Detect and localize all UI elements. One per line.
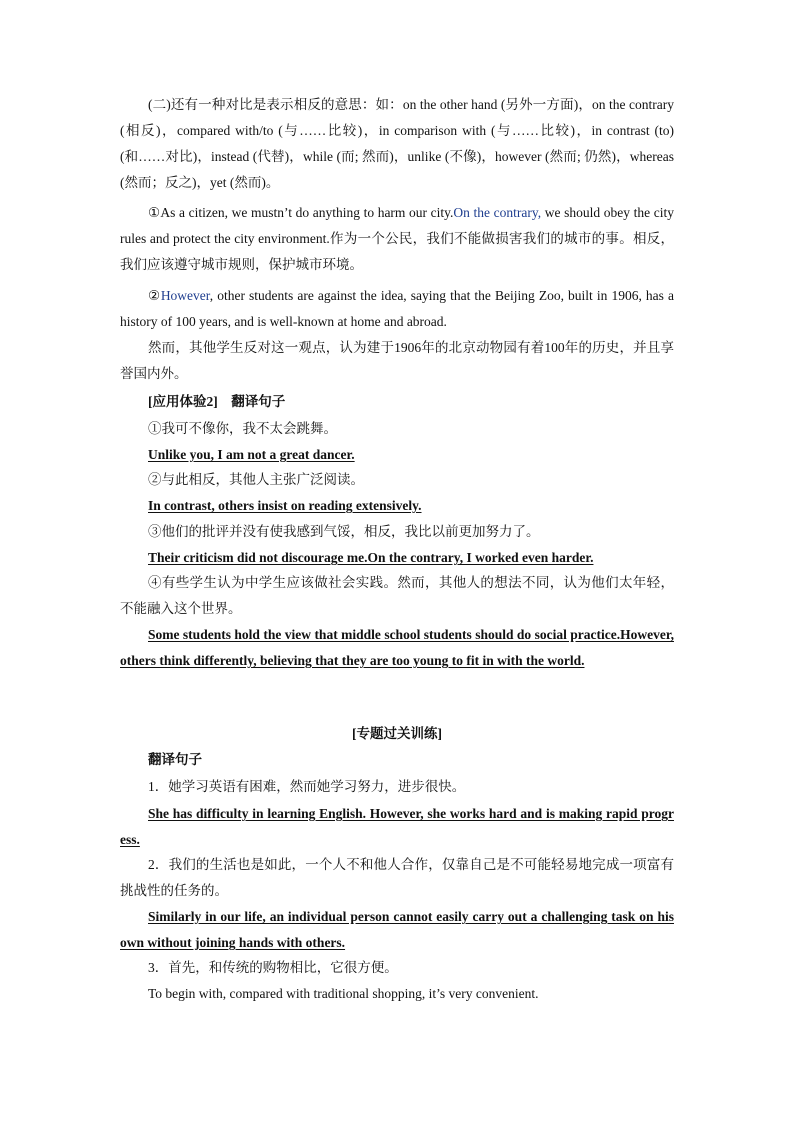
drill-question-2: 2．我们的生活也是如此，一个人不和他人合作，仅靠自己是不可能轻易地完成一项富有挑战性的任务的。 xyxy=(120,857,674,898)
practice-question-3: ③他们的批评并没有使我感到气馁，相反，我比以前更加努力了。 xyxy=(148,524,540,539)
practice-question-2: ②与此相反，其他人主张广泛阅读。 xyxy=(148,472,364,487)
practice-question-4: ④有些学生认为中学生应该做社会实践。然而，其他人的想法不同，认为他们太年轻，不能融入这个世界。 xyxy=(120,575,674,616)
highlight-however: However xyxy=(160,288,210,303)
drill-question-3: 3．首先，和传统的购物相比，它很方便。 xyxy=(148,960,398,975)
example-sentence-1: ①As a citizen, we mustn’t do anything to harm our city.On the contrary, we should obey the city rules and protect the city environment.作为一个公民，我们不能做损害我们的城市的事。相反，我们应该遵守城市规则，保护城市环境。 xyxy=(120,205,674,272)
practice-answer-3: Their criticism did not discourage me.On the contrary, I worked even harder. xyxy=(148,550,594,565)
practice-answer-2: In contrast, others insist on reading extensively. xyxy=(148,498,422,513)
contrast-intro-paragraph: (二)还有一种对比是表示相反的意思：如：on the other hand (另外一方面)，on the contrary (相反)，compared with/to (与……比较)，in comparison with (与……比较)，in contrast (to)(和……对比)，instead (代替)，while (而; 然而)，unlike (不像)，however (然而; 仍然)，whereas (然而；反之)，yet (然而)。 xyxy=(120,97,674,190)
drill-answer-2: Similarly in our life, an individual person cannot easily carry out a challenging task on his own without joining hands with others. xyxy=(120,909,674,950)
practice-answer-4: Some students hold the view that middle school students should do social practice.However, others think differently, believing that they are too young to fit in with the world. xyxy=(120,627,674,668)
practice-answer-1: Unlike you, I am not a great dancer. xyxy=(148,447,355,462)
example-sentence-2: ②However, other students are against the idea, saying that the Beijing Zoo, built in 1906, has a history of 100 years, and is well-known at home and abroad. xyxy=(120,288,674,329)
drill-answer-1: She has difficulty in learning English. However, she works hard and is making rapid progress. xyxy=(120,806,674,847)
section-title: [专题过关训练] xyxy=(352,726,442,741)
practice-heading: [应用体验2] 翻译句子 xyxy=(148,394,286,409)
drill-question-1: 1．她学习英语有困难，然而她学习努力，进步很快。 xyxy=(148,779,466,794)
highlight-on-the-contrary: On the contrary, xyxy=(453,205,542,220)
drill-heading: 翻译句子 xyxy=(148,752,202,767)
drill-answer-3: To begin with, compared with traditional shopping, it’s very convenient. xyxy=(148,986,539,1001)
practice-question-1: ①我可不像你，我不太会跳舞。 xyxy=(148,421,337,436)
example-sentence-2-translation: 然而，其他学生反对这一观点，认为建于1906年的北京动物园有着100年的历史，并且享誉国内外。 xyxy=(120,340,674,381)
